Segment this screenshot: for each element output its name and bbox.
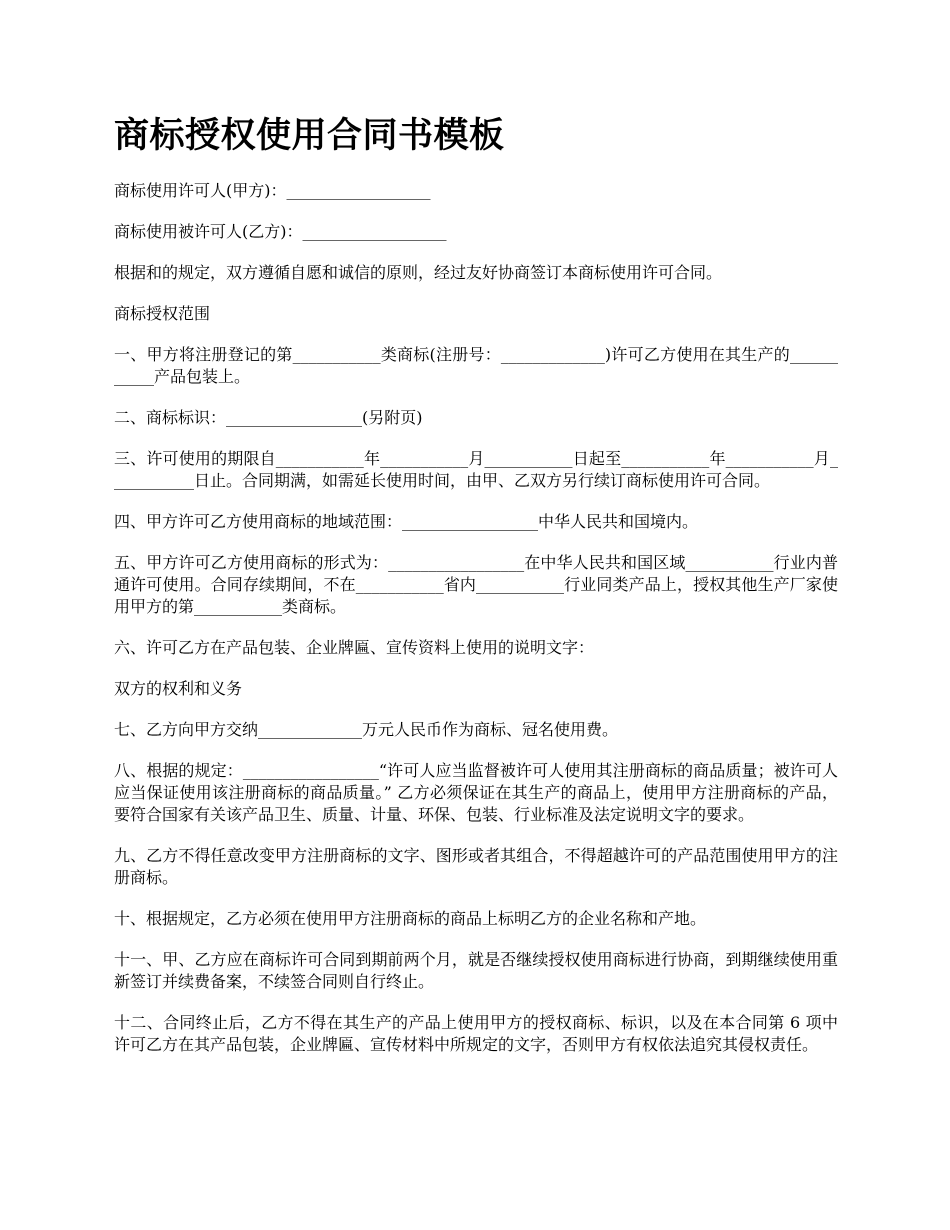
- document-page: [114, 112, 838, 1075]
- clause-12: 十二、合同终止后，乙方不得在其生产的产品上使用甲方的授权商标、标识，以及在本合同第 6 项中许可乙方在其产品包装，企业牌匾、宣传材料中所规定的文字，否则甲方有权依法追究其侵权责任。: [114, 1013, 838, 1054]
- licensee-line: 商标使用被许可人(乙方)：__________________: [114, 222, 447, 241]
- clause-3: 三、许可使用的期限自___________年___________月___________日起至___________年___________月___________日止。合同期满，如需延长使用时间，由甲、乙双方另行续订商标使用许可合同。: [114, 449, 838, 490]
- clause-7: 七、乙方向甲方交纳_____________万元人民币作为商标、冠名使用费。: [114, 720, 619, 739]
- document-title: 商标授权使用合同书模板: [114, 116, 505, 156]
- clause-6: 六、许可乙方在产品包装、企业牌匾、宣传资料上使用的说明文字：: [114, 638, 595, 657]
- clause-2: 二、商标标识：_________________(另附页): [114, 408, 423, 427]
- licensor-line: 商标使用许可人(甲方)：__________________: [114, 181, 431, 200]
- preamble-paragraph: 根据和的规定，双方遵循自愿和诚信的原则，经过友好协商签订本商标使用许可合同。: [114, 263, 723, 282]
- clause-9: 九、乙方不得任意改变甲方注册商标的文字、图形或者其组合，不得超越许可的产品范围使用甲方的注册商标。: [114, 846, 838, 887]
- section-heading-rights: 双方的权利和义务: [114, 679, 243, 698]
- clause-11: 十一、甲、乙方应在商标许可合同到期前两个月，就是否继续授权使用商标进行协商，到期继续使用重新签订并续费备案，不续签合同则自行终止。: [114, 950, 838, 991]
- clause-8: 八、根据的规定：_________________“许可人应当监督被许可人使用其注册商标的商品质量；被许可人应当保证使用该注册商标的商品质量。” 乙方必须保证在其生产的商品上，使用甲方注册商标的产品，要符合国家有关该产品卫生、质量、计量、环保、包装、行业标准及法定说明文字的要求。: [114, 761, 838, 824]
- clause-4: 四、甲方许可乙方使用商标的地域范围：_________________中华人民共和国境内。: [114, 512, 699, 531]
- clause-10: 十、根据规定，乙方必须在使用甲方注册商标的商品上标明乙方的企业名称和产地。: [114, 909, 707, 928]
- section-heading-scope: 商标授权范围: [114, 304, 211, 323]
- clause-5: 五、甲方许可乙方使用商标的形式为：_________________在中华人民共和国区域___________行业内普通许可使用。合同存续期间，不在___________省内___________行业同类产品上，授权其他生产厂家使用甲方的第___________类商标。: [114, 553, 838, 616]
- clause-1: 一、甲方将注册登记的第___________类商标(注册号：_____________)许可乙方使用在其生产的___________产品包装上。: [114, 345, 838, 386]
